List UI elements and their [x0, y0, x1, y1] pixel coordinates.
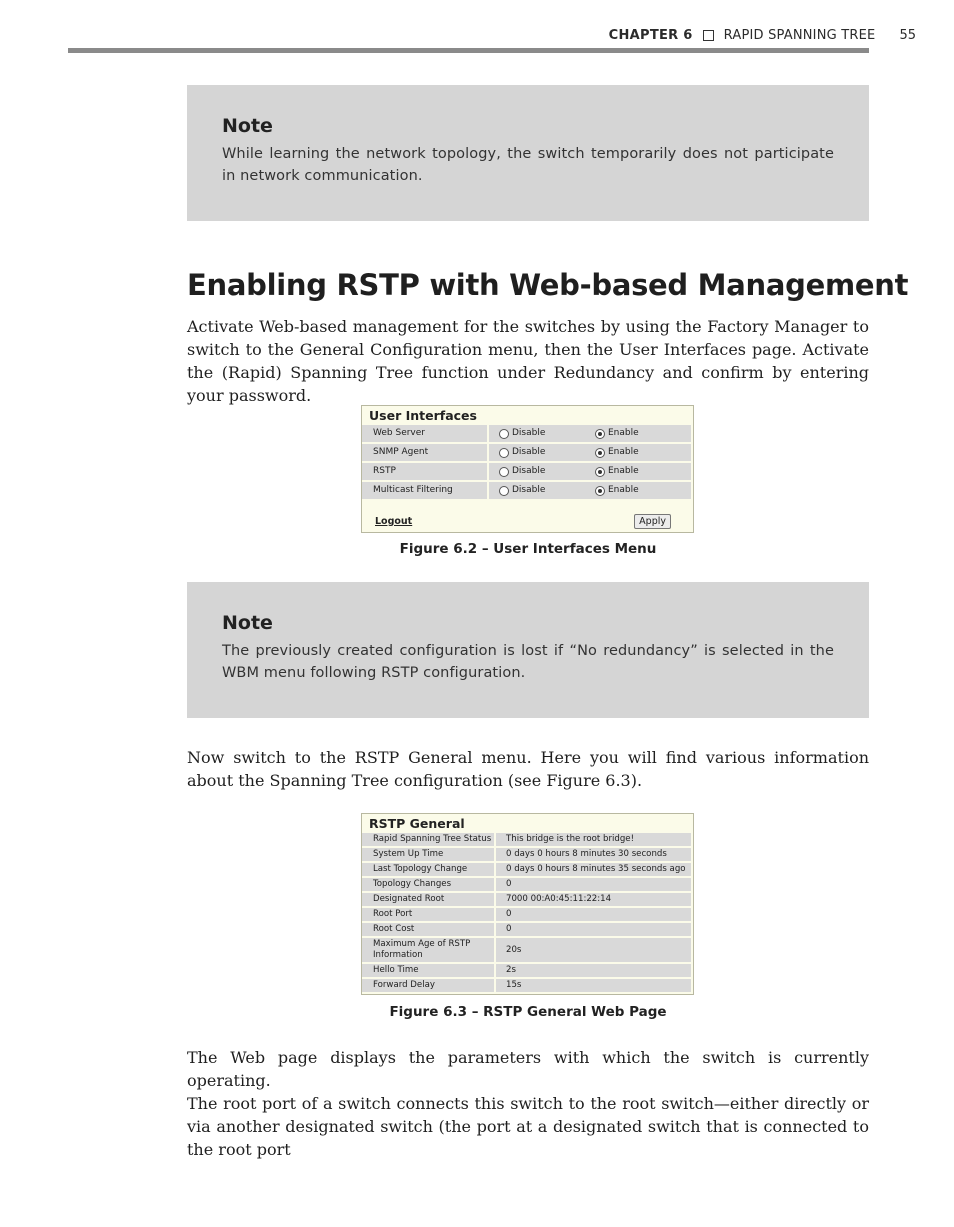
- enable-option[interactable]: [595, 463, 691, 480]
- running-header: [68, 22, 916, 48]
- paragraph-1: Activate Web-based management for the switches by using the Factory Manager to switch to the General Configuration menu, then the User Interfaces page. Activate the (Rapid) Spanning Tree function under Redundancy and confirm by entering your password.: [187, 317, 869, 405]
- panel-footer: [362, 507, 693, 535]
- note-title: Note: [222, 115, 273, 137]
- info-row: [362, 893, 693, 908]
- disable-label: Disable: [512, 447, 546, 457]
- radio-enable-icon[interactable]: [595, 467, 605, 477]
- note-box-2: [187, 582, 869, 718]
- disable-option[interactable]: [499, 425, 595, 442]
- setting-label: Multicast Filtering: [362, 482, 487, 499]
- figure-caption-1: Figure 6.2 – User Interfaces Menu: [399, 541, 657, 557]
- info-row: [362, 863, 693, 878]
- info-row: [362, 923, 693, 938]
- setting-row: [362, 482, 693, 501]
- info-value: 0: [496, 878, 691, 891]
- section-label: RAPID SPANNING TREE: [723, 27, 876, 43]
- setting-row: [362, 463, 693, 482]
- note-text: The previously created configuration is lost if “No redundancy” is selected in the WBM menu following RSTP configuration.: [222, 643, 834, 681]
- setting-options: [489, 482, 691, 499]
- paragraph-3: The Web page displays the parameters with which the switch is currently operating.: [187, 1048, 869, 1090]
- panel-title: RSTP General: [369, 816, 465, 831]
- radio-enable-icon[interactable]: [595, 448, 605, 458]
- info-value: 15s: [496, 979, 691, 992]
- disable-label: Disable: [512, 428, 546, 438]
- note-box-1: [187, 85, 869, 221]
- disable-label: Disable: [512, 466, 546, 476]
- page-number: 55: [899, 27, 916, 43]
- info-value: This bridge is the root bridge!: [496, 833, 691, 846]
- info-row: [362, 979, 693, 994]
- info-label: Root Cost: [362, 923, 494, 936]
- info-label: Last Topology Change: [362, 863, 494, 876]
- info-row: [362, 848, 693, 863]
- disable-label: Disable: [512, 485, 546, 495]
- setting-options: [489, 444, 691, 461]
- info-label: Forward Delay: [362, 979, 494, 992]
- setting-row: [362, 444, 693, 463]
- paragraph-4: The root port of a switch connects this switch to the root switch—either directly or via another designated switch (the port at a designated switch that is connected to the root port: [187, 1094, 869, 1159]
- enable-label: Enable: [608, 466, 639, 476]
- logout-link[interactable]: Logout: [375, 515, 413, 527]
- info-value: 7000 00:A0:45:11:22:14: [496, 893, 691, 906]
- paragraph-2: Now switch to the RSTP General menu. Here you will find various information about the Spanning Tree configuration (see Figure 6.3).: [187, 748, 869, 790]
- enable-option[interactable]: [595, 425, 691, 442]
- info-value: 0 days 0 hours 8 minutes 30 seconds: [496, 848, 691, 861]
- user-interfaces-panel: [361, 405, 694, 533]
- info-row: [362, 908, 693, 923]
- note-text: While learning the network topology, the switch temporarily does not participate in network communication.: [222, 146, 834, 184]
- chapter-label: CHAPTER 6: [608, 27, 693, 43]
- header-rule: [68, 48, 869, 53]
- disable-option[interactable]: [499, 444, 595, 461]
- rstp-general-panel: [361, 813, 694, 995]
- info-value: 0 days 0 hours 8 minutes 35 seconds ago: [496, 863, 691, 876]
- info-label: Root Port: [362, 908, 494, 921]
- separator-box-icon: [703, 30, 714, 41]
- note-title: Note: [222, 612, 273, 634]
- enable-label: Enable: [608, 428, 639, 438]
- info-label: Topology Changes: [362, 878, 494, 891]
- apply-button[interactable]: Apply: [634, 514, 671, 529]
- setting-options: [489, 425, 691, 442]
- figure-caption-2: Figure 6.3 – RSTP General Web Page: [389, 1004, 667, 1020]
- info-value: 20s: [496, 938, 691, 962]
- info-value: 0: [496, 923, 691, 936]
- setting-label: SNMP Agent: [362, 444, 487, 461]
- section-heading: Enabling RSTP with Web-based Management: [187, 268, 909, 302]
- info-label: Rapid Spanning Tree Status: [362, 833, 494, 846]
- setting-label: RSTP: [362, 463, 487, 480]
- info-label: System Up Time: [362, 848, 494, 861]
- setting-row: [362, 425, 693, 444]
- enable-option[interactable]: [595, 444, 691, 461]
- disable-option[interactable]: [499, 463, 595, 480]
- enable-label: Enable: [608, 447, 639, 457]
- info-value: 0: [496, 908, 691, 921]
- disable-option[interactable]: [499, 482, 595, 499]
- panel-title: User Interfaces: [369, 408, 477, 423]
- info-row: [362, 938, 693, 964]
- info-label: Designated Root: [362, 893, 494, 906]
- info-value: 2s: [496, 964, 691, 977]
- radio-disable-icon[interactable]: [499, 448, 509, 458]
- radio-enable-icon[interactable]: [595, 429, 605, 439]
- info-row: [362, 833, 693, 848]
- info-label: Maximum Age of RSTP Information: [362, 938, 494, 962]
- radio-enable-icon[interactable]: [595, 486, 605, 496]
- info-row: [362, 964, 693, 979]
- enable-option[interactable]: [595, 482, 691, 499]
- setting-label: Web Server: [362, 425, 487, 442]
- setting-options: [489, 463, 691, 480]
- radio-disable-icon[interactable]: [499, 467, 509, 477]
- radio-disable-icon[interactable]: [499, 429, 509, 439]
- info-label: Hello Time: [362, 964, 494, 977]
- radio-disable-icon[interactable]: [499, 486, 509, 496]
- enable-label: Enable: [608, 485, 639, 495]
- info-row: [362, 878, 693, 893]
